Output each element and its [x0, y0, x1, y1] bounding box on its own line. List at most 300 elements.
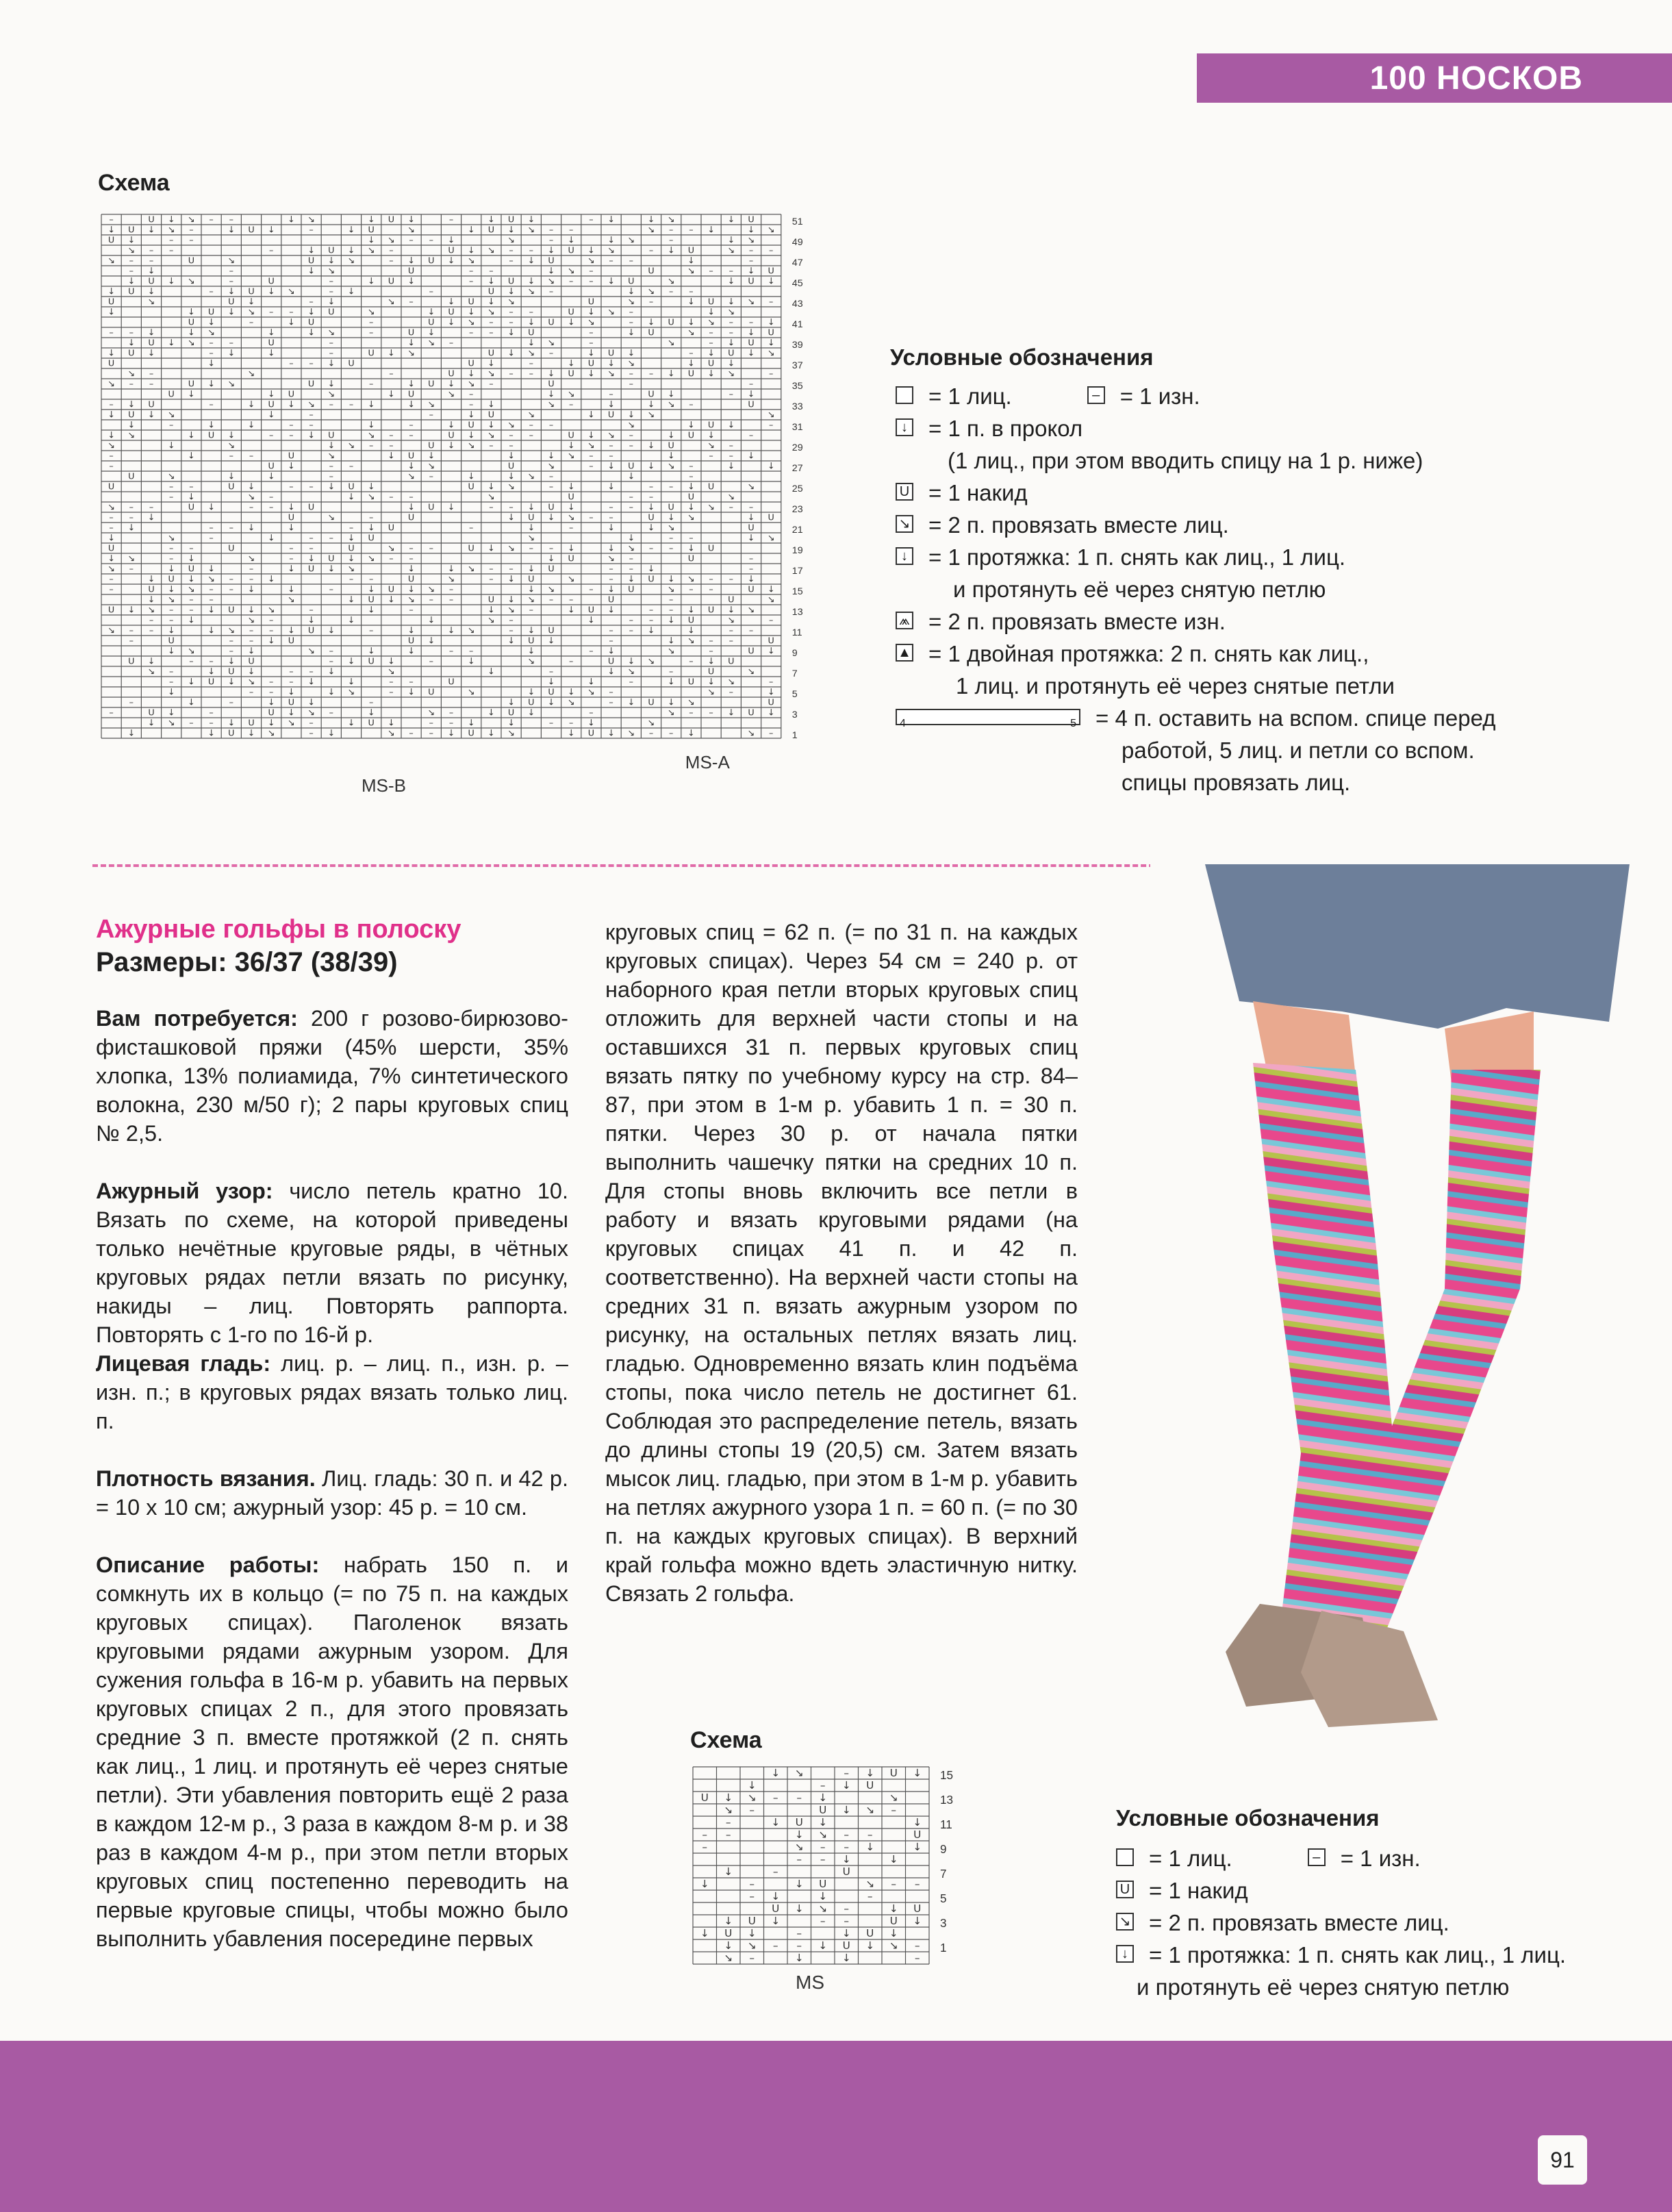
chart-symbol: U	[207, 430, 215, 441]
chart-symbol: –	[914, 1952, 920, 1965]
chart-symbol: –	[748, 430, 754, 441]
article-title: Ажурные гольфы в полоску	[96, 915, 461, 944]
chart-symbol: U	[128, 286, 135, 297]
chart-symbol: –	[149, 255, 154, 266]
legend1	[896, 380, 1546, 799]
chart-symbol: –	[448, 338, 454, 349]
chart-symbol: ↓	[367, 481, 375, 492]
chart-symbol: ↓	[367, 420, 375, 431]
chart-symbol: ↓	[487, 666, 495, 677]
chart-symbol: ↓	[267, 225, 275, 236]
chart-symbol: –	[169, 605, 174, 616]
chart-symbol: ↓	[467, 245, 475, 256]
chart-symbol: U	[107, 605, 115, 616]
chart-symbol: –	[609, 502, 613, 513]
chart-symbol: ↓	[327, 440, 335, 451]
chart-symbol: ↓	[527, 502, 535, 513]
chart-symbol: U	[388, 276, 395, 287]
chart-symbol: ↓	[607, 481, 615, 492]
chart-symbol: –	[209, 348, 214, 359]
chart-symbol: ↓	[507, 471, 515, 482]
legend-cable-text: = 4 п. оставить на вспом. спице перед	[1095, 705, 1496, 731]
chart-symbol: ↓	[547, 677, 555, 688]
chart-symbol: ↘	[467, 687, 475, 698]
chart-symbol: ↓	[347, 594, 355, 605]
chart-symbol: –	[648, 297, 654, 307]
chart-symbol: ↓	[667, 574, 675, 585]
chart-symbol: –	[648, 605, 654, 616]
legend-double-note: 1 лиц. и протянуть её через снятые петли	[956, 673, 1395, 699]
gauge-paragraph	[96, 1464, 568, 1522]
chart-symbol: ↓	[527, 687, 535, 698]
chart-symbol: ↓	[727, 420, 735, 431]
chart-symbol: –	[149, 625, 154, 636]
chart-symbol: ↓	[407, 461, 415, 472]
chart-symbol: ↓	[627, 656, 635, 667]
chart-symbol: ↘	[327, 266, 335, 277]
chart-symbol: U	[687, 245, 695, 256]
chart-symbol: ↓	[487, 358, 495, 369]
chart-symbol: ↘	[667, 461, 675, 472]
chart-symbol: –	[229, 214, 233, 225]
tbl-symbol-icon: ↓	[896, 418, 913, 436]
chart-symbol: ↓	[767, 338, 775, 349]
chart-symbol: ↓	[687, 625, 695, 636]
chart-symbol: –	[769, 245, 774, 256]
chart-symbol: ↘	[427, 461, 435, 472]
chart-symbol: U	[468, 481, 474, 492]
chart-symbol: –	[189, 594, 194, 605]
chart-symbol: ↓	[288, 707, 295, 718]
chart-symbol: ↘	[227, 625, 236, 636]
grid-cells	[693, 1767, 929, 1964]
chart-symbol: ↘	[567, 266, 575, 277]
chart-symbol: –	[796, 1939, 802, 1952]
chart-symbol: –	[509, 368, 514, 379]
chart-symbol: ↓	[247, 728, 255, 739]
chart-symbol: ↓	[841, 1853, 851, 1866]
chart-symbol: U	[487, 225, 495, 236]
stockinette-text: лиц. р. – лиц. п., изн. р. – изн. п.; в круговых рядах вязать только лиц. п.	[96, 1351, 569, 1433]
chart-symbol: ↓	[687, 317, 695, 328]
chart-symbol: –	[609, 625, 613, 636]
chart-symbol: ↓	[307, 307, 315, 318]
chart-symbol: –	[796, 1853, 802, 1866]
chart-symbol: ↓	[267, 410, 275, 420]
chart-symbol: ↓	[347, 245, 355, 256]
chart-symbol: U	[748, 707, 755, 718]
chart-symbol: –	[389, 255, 394, 266]
legend2-purl-text: = 1 изн.	[1340, 1846, 1421, 1871]
chart-symbol: U	[748, 276, 755, 287]
chart-symbol: U	[889, 1767, 898, 1780]
chart-symbol: –	[369, 317, 374, 328]
chart-symbol: –	[129, 266, 134, 277]
chart-symbol: –	[409, 728, 414, 739]
chart-symbol: U	[913, 1828, 922, 1842]
chart-symbol: –	[629, 564, 633, 575]
chart-symbol: ↓	[818, 1890, 828, 1903]
legend-cable-note1: работой, 5 лиц. и петли со вспом.	[1122, 738, 1475, 763]
chart-symbol: ↘	[367, 430, 375, 441]
chart-symbol: ↓	[627, 533, 635, 544]
chart-symbol: –	[529, 430, 533, 441]
chart-symbol: ↓	[587, 615, 595, 626]
lace-label: Ажурный узор:	[96, 1179, 273, 1203]
chart-symbol: –	[749, 1804, 755, 1817]
chart-symbol: ↓	[727, 707, 735, 718]
chart-symbol: ↓	[727, 338, 735, 349]
chart-symbol: ↓	[247, 646, 255, 657]
chart-symbol: ↓	[527, 564, 535, 575]
chart-symbol: ↓	[227, 348, 236, 359]
chart-symbol: U	[207, 307, 215, 318]
chart-symbol: U	[748, 1915, 756, 1928]
chart-symbol: ↘	[687, 266, 695, 277]
legend2-yo-text: = 1 накид	[1149, 1878, 1248, 1903]
chart-symbol: ↓	[127, 338, 136, 349]
chart-symbol: ↘	[747, 728, 755, 739]
chart-symbol: U	[748, 338, 755, 349]
chart-symbol: –	[749, 1952, 755, 1965]
legend2-knit	[1116, 1842, 1664, 1874]
row-number-label: 1	[791, 730, 798, 741]
chart-symbol: –	[589, 266, 594, 277]
chart-symbol: ↓	[267, 327, 275, 338]
chart-symbol: ↘	[127, 553, 136, 564]
chart-symbol: ↘	[527, 656, 535, 667]
chart-symbol: ↓	[547, 451, 555, 462]
chart-symbol: ↓	[687, 358, 695, 369]
chart-symbol: ↘	[487, 245, 495, 256]
double-decrease-icon: ▲	[896, 644, 913, 662]
chart-symbol: ↓	[687, 502, 695, 513]
chart-symbol: ↓	[447, 317, 455, 328]
chart-symbol: ↓	[367, 235, 375, 246]
chart-symbol: ↓	[567, 543, 575, 554]
chart-symbol: –	[469, 389, 474, 400]
chart-symbol: U	[307, 564, 315, 575]
chart-symbol: –	[748, 245, 754, 256]
chart-symbol: –	[109, 512, 114, 523]
chart-symbol: ↓	[347, 615, 355, 626]
chart-symbol: U	[913, 1902, 922, 1915]
chart-symbol: ↓	[627, 348, 635, 359]
chart-symbol: U	[128, 225, 135, 236]
chart-symbol: ↓	[388, 718, 395, 729]
chart-symbol: ↓	[747, 1779, 757, 1792]
chart-symbol: U	[128, 410, 135, 420]
chart-symbol: U	[468, 543, 474, 554]
chart-symbol: –	[269, 245, 274, 256]
chart-symbol: –	[129, 564, 134, 575]
chart-symbol: ↓	[107, 307, 115, 318]
chart-symbol: ↓	[167, 564, 175, 575]
chart-symbol: –	[289, 481, 294, 492]
chart-symbol: ↘	[507, 235, 515, 246]
chart-symbol: ↓	[767, 276, 775, 287]
chart-symbol: –	[609, 687, 613, 698]
chart-symbol: U	[228, 666, 235, 677]
chart-symbol: ↓	[687, 255, 695, 266]
chart-symbol: ↓	[427, 307, 435, 318]
row-number-label: 51	[791, 216, 803, 227]
chart-symbol: –	[409, 430, 414, 441]
chart-symbol: ↘	[247, 553, 255, 564]
work-text: набрать 150 п. и сомкнуть их в кольцо (= по 75 п. на каждых круговых спицах). Паголенок вязать круговыми рядами ажурным узором. Для сужения гольфа в 16-м р. убавить на первых круговых спицах 2 п., для этого провязать средние 3 п. вместе протяжкой (2 п. снять как лиц., 1 лиц. и протянуть её через снятые петли). Эти убавления повторить ещё 2 раза в каждом 12-м р., 3 раза в каждом 8-м р. и 38 раз в каждом 4-м р., при этом петли вторых круговых спиц постепенно переводить на первые круговые спицы, чтобы можно было выполнить убавления посередине первых	[96, 1553, 568, 1951]
chart-symbol: ↓	[794, 1878, 804, 1891]
chart-symbol: ↘	[127, 430, 136, 441]
chart-symbol: ↘	[794, 1841, 804, 1854]
chart-symbol: ↓	[327, 255, 335, 266]
chart-symbol: –	[669, 605, 674, 616]
chart-symbol: ↘	[687, 327, 695, 338]
chart-symbol: ↓	[607, 461, 615, 472]
chart-symbol: U	[487, 594, 495, 605]
chart-symbol: ↓	[327, 728, 335, 739]
chart-symbol: ↘	[347, 687, 355, 698]
chart-symbol: ↓	[288, 687, 295, 698]
legend2-title: Условные обозначения	[1116, 1805, 1380, 1831]
chart-symbol: ↓	[607, 235, 615, 246]
chart-symbol: ↓	[647, 502, 655, 513]
chart-symbol: U	[368, 533, 375, 544]
chart-symbol: ↓	[207, 420, 215, 431]
chart-symbol: –	[867, 1890, 873, 1903]
chart-symbol: ↓	[487, 276, 495, 287]
chart-symbol: ↓	[207, 317, 215, 328]
chart-symbol: –	[389, 553, 394, 564]
chart-symbol: ↘	[487, 307, 495, 318]
chart-symbol: ↓	[167, 276, 175, 287]
chart-symbol: ↘	[767, 594, 775, 605]
chart-symbol: –	[796, 1792, 802, 1805]
chart-symbol: U	[768, 512, 774, 523]
chart-symbol: ↓	[487, 543, 495, 554]
chart-symbol: ↓	[367, 523, 375, 533]
row-number-label: 5	[791, 689, 798, 700]
chart-symbol: ↓	[707, 348, 715, 359]
chart-symbol: ↓	[288, 317, 295, 328]
chart-symbol: –	[569, 399, 574, 410]
chart-symbol: ↓	[207, 666, 215, 677]
chart-symbol: –	[844, 1915, 850, 1928]
chart-symbol: ↘	[687, 697, 695, 708]
chart-symbol: ↓	[487, 728, 495, 739]
chart-symbol: ↘	[247, 615, 255, 626]
chart-symbol: U	[687, 492, 695, 503]
chart-symbol: ↘	[818, 1902, 828, 1915]
chart-symbol: U	[707, 420, 715, 431]
chart-symbol: –	[149, 615, 154, 626]
chart-symbol: ↓	[467, 307, 475, 318]
chart-symbol: –	[229, 646, 233, 657]
chart-symbol: –	[749, 1890, 755, 1903]
chart-symbol: ↓	[527, 707, 535, 718]
chart-symbol: ↘	[667, 276, 675, 287]
chart-symbol: U	[288, 512, 295, 523]
chart-symbol: –	[409, 492, 414, 503]
row-number-label: 13	[940, 1794, 954, 1807]
chart-symbol: ↓	[865, 1767, 875, 1780]
chart-symbol: ↓	[107, 348, 115, 359]
materials-paragraph	[96, 1004, 568, 1148]
legend-tbl-text: = 1 п. в прокол	[928, 416, 1083, 441]
chart-symbol: –	[589, 461, 594, 472]
chart-symbol: –	[891, 1878, 897, 1891]
chart-symbol: U	[307, 502, 315, 513]
chart-symbol: U	[607, 656, 615, 667]
chart-symbol: –	[548, 718, 554, 729]
chart-symbol: ↓	[607, 276, 615, 287]
chart-symbol: ↓	[147, 348, 155, 359]
chart-symbol: U	[487, 286, 495, 297]
chart-symbol: U	[368, 718, 375, 729]
p2tog-icon: ⩕	[896, 612, 913, 629]
chart-symbol: ↘	[587, 255, 595, 266]
chart-symbol: ↓	[367, 214, 375, 225]
chart-symbol: –	[548, 594, 554, 605]
chart-symbol: –	[169, 235, 174, 246]
row-number-label: 45	[791, 278, 803, 289]
row-number-label: 33	[791, 401, 803, 412]
chart-symbol: –	[389, 368, 394, 379]
chart-symbol: ↓	[247, 666, 255, 677]
chart-symbol: ↘	[627, 297, 635, 307]
chart-symbol: –	[269, 430, 274, 441]
chart-symbol: –	[669, 728, 674, 739]
chart-symbol: –	[249, 451, 254, 462]
chart-symbol: –	[548, 420, 554, 431]
legend-yo	[896, 477, 1546, 509]
chart-symbol: ↓	[307, 697, 315, 708]
chart-symbol: U	[687, 677, 695, 688]
chart-symbol: U	[407, 512, 415, 523]
chart-symbol: U	[507, 707, 515, 718]
chart-symbol: ↘	[507, 605, 515, 616]
chart-symbol: ↘	[747, 1792, 757, 1805]
chart-symbol: U	[188, 502, 195, 513]
chart-symbol: ↓	[267, 286, 275, 297]
chart-symbol: U	[668, 502, 674, 513]
chart-symbol: ↓	[507, 594, 515, 605]
chart-symbol: –	[820, 1841, 826, 1854]
chart-symbol: ↓	[188, 553, 195, 564]
chart-symbol: –	[269, 687, 274, 698]
chart-symbol: –	[329, 707, 333, 718]
chart-symbol: ↘	[188, 276, 195, 287]
chart-symbol: ↓	[527, 523, 535, 533]
legend-double-text: = 1 двойная протяжка: 2 п. снять как лиц.,	[928, 641, 1369, 666]
chart-symbol: ↓	[207, 728, 215, 739]
chart-symbol: –	[169, 481, 174, 492]
chart-symbol: ↓	[167, 584, 175, 595]
chart-symbol: ↘	[767, 348, 775, 359]
chart-symbol: ↓	[841, 1952, 851, 1965]
row-number-label: 17	[791, 566, 803, 577]
legend2-ssk-text: = 1 протяжка: 1 п. снять как лиц., 1 лиц.	[1149, 1942, 1567, 1968]
chart-symbol: ↓	[147, 656, 155, 667]
chart-symbol: –	[309, 605, 314, 616]
chart-symbol: –	[109, 214, 114, 225]
chart-symbol: ↓	[607, 584, 615, 595]
chart-symbol: U	[707, 297, 715, 307]
chart-symbol: –	[669, 594, 674, 605]
row-number-label: 29	[791, 442, 803, 453]
chart-symbol: U	[307, 625, 315, 636]
chart-symbol: ↘	[427, 399, 435, 410]
row-number-label: 9	[940, 1843, 947, 1856]
chart-symbol: –	[129, 327, 134, 338]
chart-symbol: ↘	[865, 1878, 875, 1891]
chart-symbol: –	[109, 461, 114, 472]
chart-symbol: ↓	[547, 389, 555, 400]
chart-symbol: ↓	[407, 214, 415, 225]
chart-symbol: ↓	[447, 728, 455, 739]
chart-symbol: U	[548, 502, 555, 513]
chart-symbol: ↓	[567, 317, 575, 328]
chart-symbol: –	[709, 266, 713, 277]
chart-symbol: ↓	[767, 646, 775, 657]
legend-k2tog	[896, 509, 1546, 541]
chart-symbol: ↓	[267, 574, 275, 585]
chart-symbol: ↓	[607, 358, 615, 369]
chart-symbol: ↓	[227, 471, 236, 482]
chart-symbol: U	[607, 410, 615, 420]
chart-symbol: ↓	[107, 430, 115, 441]
legend2-yo	[1116, 1874, 1664, 1907]
chart-symbol: –	[469, 399, 474, 410]
chart-symbol: ↓	[487, 214, 495, 225]
chart-symbol: –	[509, 564, 514, 575]
chart-symbol: –	[669, 235, 674, 246]
chart-symbol: U	[528, 636, 535, 646]
chart-symbol: ↓	[627, 471, 635, 482]
chart-symbol: U	[348, 543, 355, 554]
chart-symbol: –	[844, 1841, 850, 1854]
chart-symbol: –	[729, 266, 733, 277]
chart-symbol: ↓	[607, 605, 615, 616]
chart-symbol: –	[329, 646, 333, 657]
chart-symbol: –	[269, 677, 274, 688]
chart-symbol: ↓	[327, 666, 335, 677]
row-number-label: 37	[791, 360, 803, 371]
chart-symbol: ↘	[307, 707, 315, 718]
chart-symbol: U	[728, 594, 735, 605]
chart-symbol: ↓	[667, 677, 675, 688]
chart-symbol: U	[148, 338, 155, 349]
chart-symbol: –	[844, 1767, 850, 1780]
chart-symbol: ↓	[724, 1915, 733, 1928]
chart-symbol: –	[249, 564, 254, 575]
chart-symbol: –	[189, 225, 194, 236]
chart-symbol: –	[229, 523, 233, 533]
chart-symbol: ↓	[427, 636, 435, 646]
chart-symbol: U	[268, 399, 275, 410]
chart-symbol: ↘	[267, 605, 275, 616]
chart-symbol: ↓	[427, 615, 435, 626]
chart-symbol: ↓	[207, 605, 215, 616]
chart-symbol: ↘	[587, 317, 595, 328]
chart-symbol: U	[548, 625, 555, 636]
chart-symbol: ↓	[747, 512, 755, 523]
chart-symbol: –	[269, 492, 274, 503]
row-number-label: 3	[940, 1917, 947, 1930]
chart-symbol: –	[309, 718, 314, 729]
chart-symbol: –	[129, 636, 134, 646]
chart-symbol: ↘	[567, 697, 575, 708]
chart-symbol: U	[768, 697, 774, 708]
